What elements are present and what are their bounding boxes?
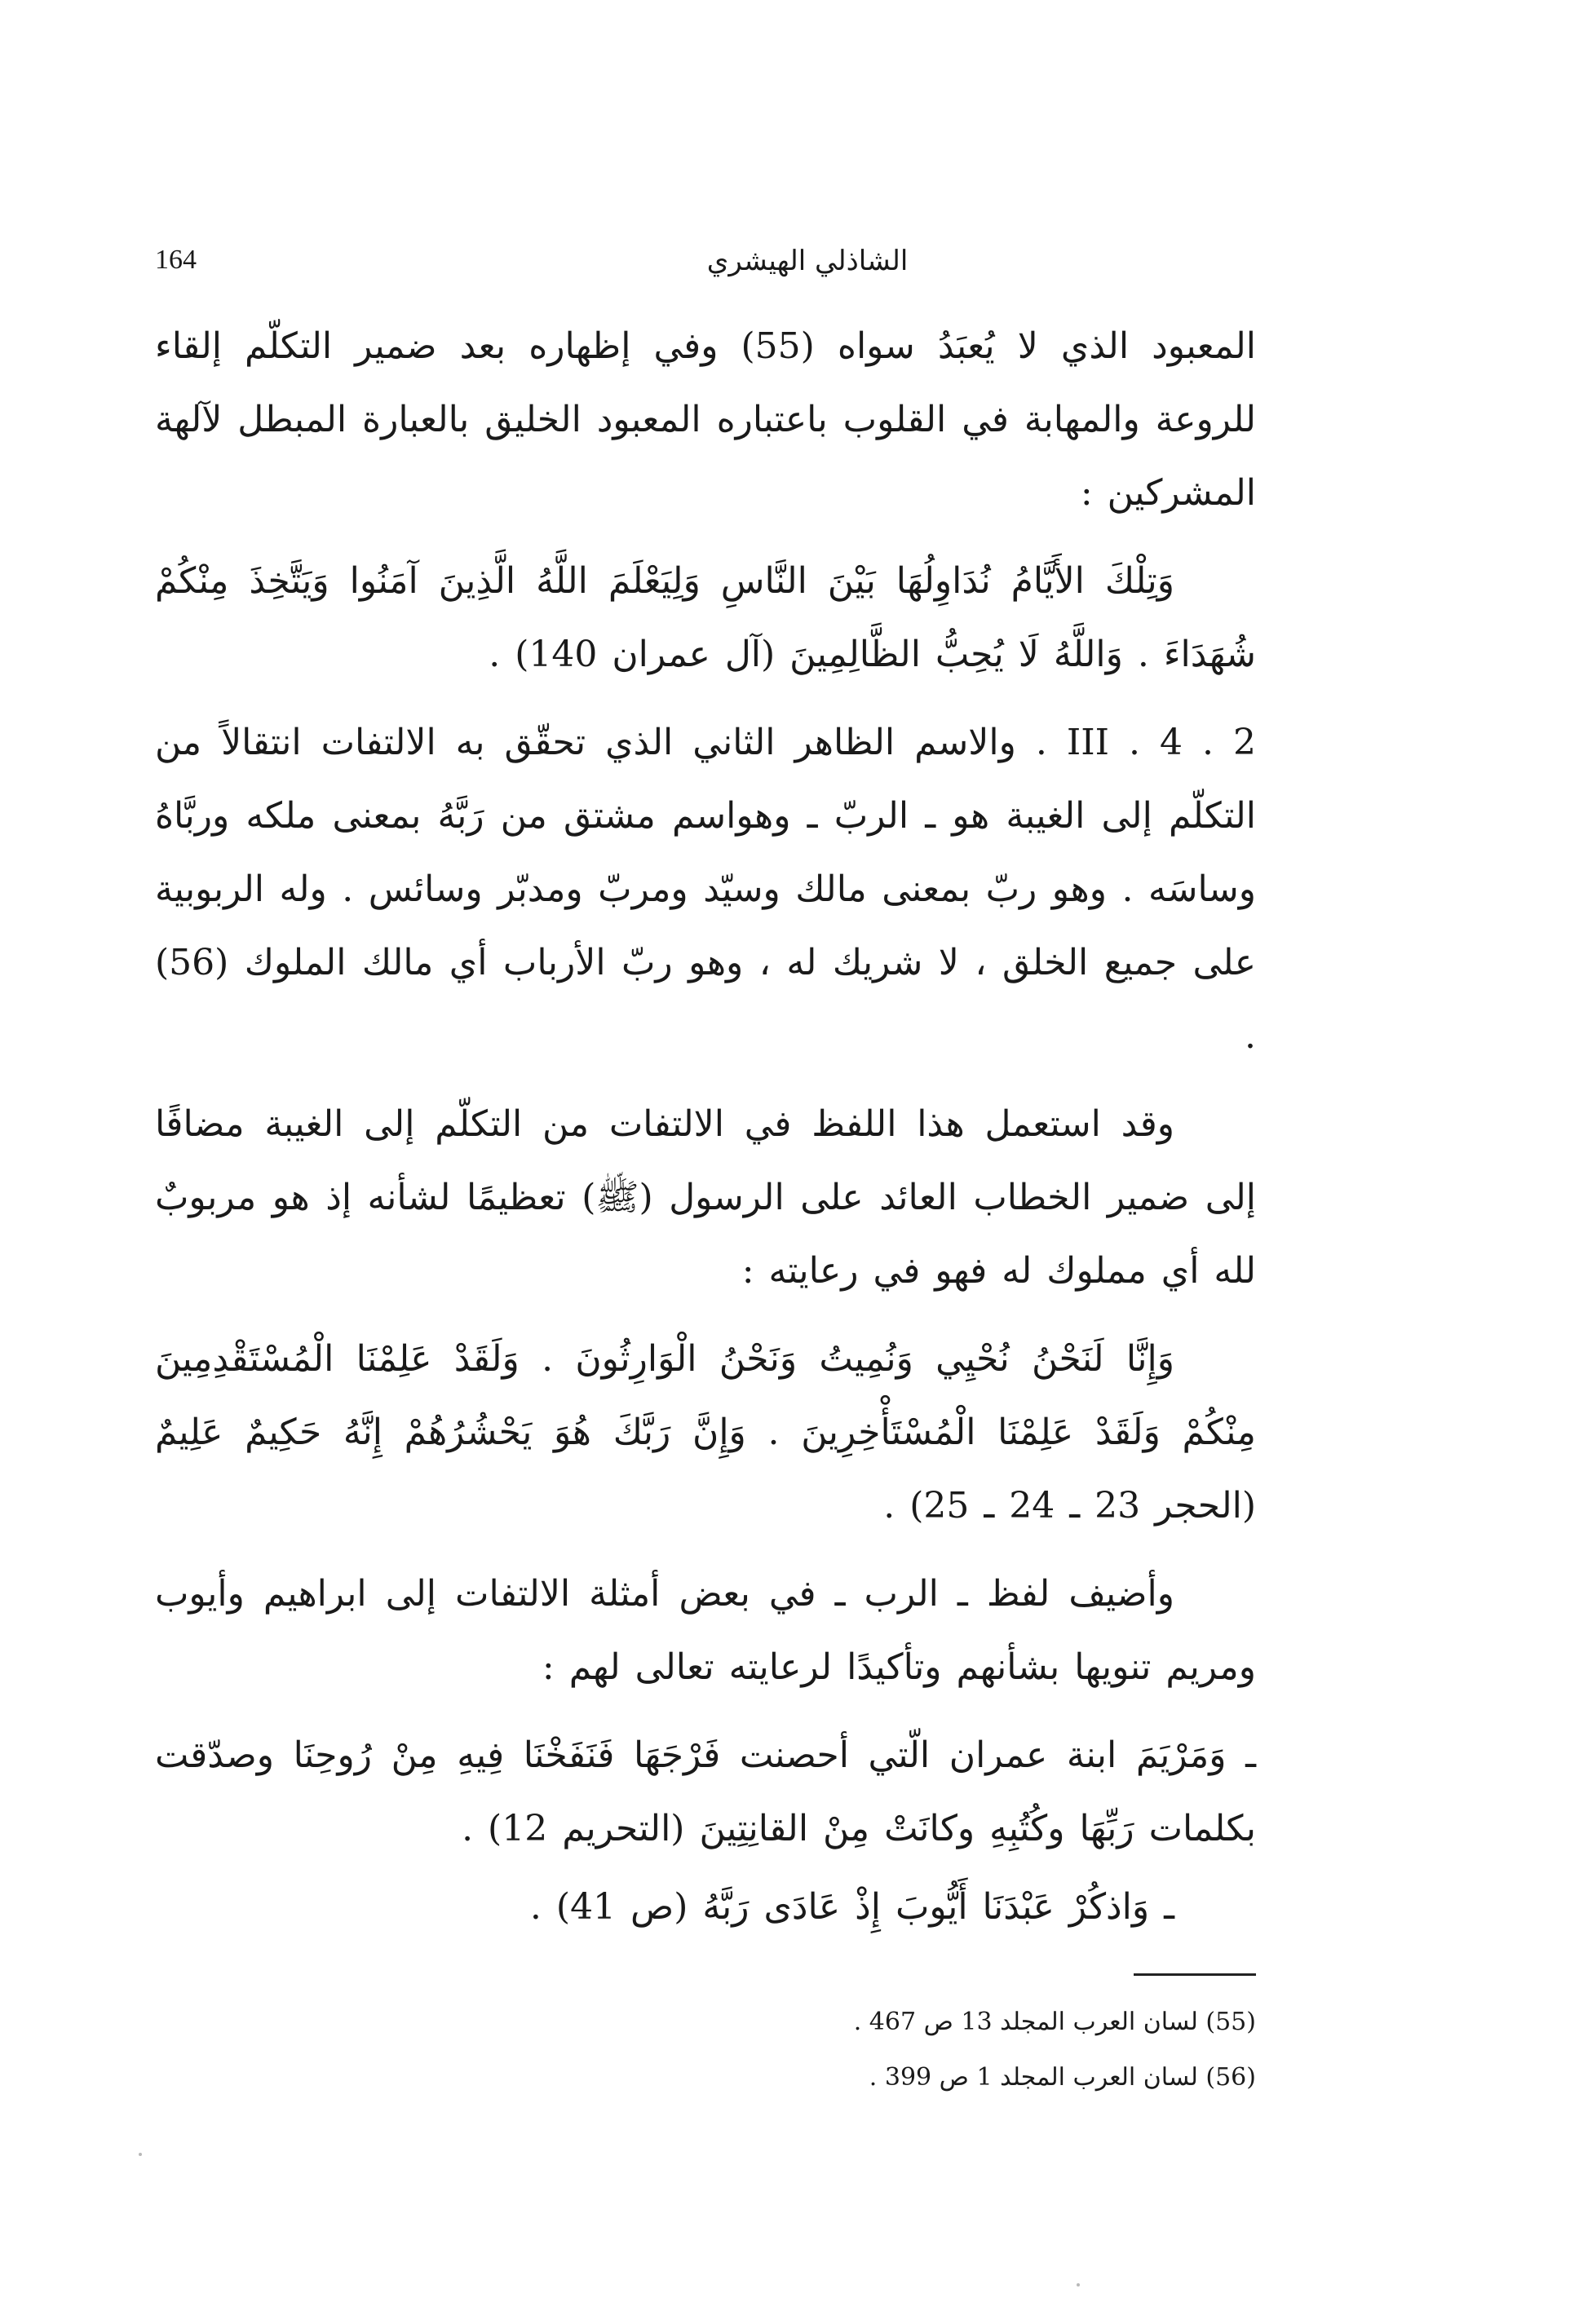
quran-quote-al-imran: وَتِلْكَ الأَيَّامُ نُدَاوِلُهَا بَيْنَ النَّاسِ وَلِيَعْلَمَ اللَّهُ الَّذِينَ آمَنُوا وَيَتَّخِذَ مِنْكُمْ شُهَدَاءَ . وَاللَّهُ لَا يُحِبُّ الظَّالِمِينَ (آل عمران 140) . xyxy=(155,560,1256,675)
verse-list xyxy=(155,1719,1256,1944)
scan-speck xyxy=(1077,2283,1080,2286)
footnote-55: (55) لسان العرب المجلد 13 ص 467 . xyxy=(853,2008,1256,2036)
quran-quote-sad: ـ وَاذكُرْ عَبْدَنَا أَيُّوبَ إِذْ عَادَى رَبَّهُ (ص 41) . xyxy=(529,1886,1174,1928)
page-header xyxy=(155,245,1256,294)
scan-speck xyxy=(139,2153,142,2156)
footnotes xyxy=(155,1998,1256,2109)
footnote-56: (56) لسان العرب المجلد 1 ص 399 . xyxy=(869,2063,1256,2092)
paragraph-section-iii-4-2: III . 4 . 2 . والاسم الظاهر الثاني الذي تحقّق به الالتفات انتقالاً من التكلّم إلى الغيبة هو ـ الربّ ـ وهواسم مشتق من رَبَّهُ بمعنى ملكه وربَّاهُ وساسَه . وهو ربّ بمعنى مالك وسيّد ومربّ ومدبّر وسائس . وله الربوبية على جميع الخلق ، لا شريك له ، وهو ربّ الأرباب أي مالك الملوك (56) . xyxy=(155,722,1256,1057)
footnote-separator xyxy=(1134,1973,1256,1976)
quran-quote-al-hijr: وَإِنَّا لَنَحْنُ نُحْيِي وَنُمِيتُ وَنَحْنُ الْوَارِثُونَ . وَلَقَدْ عَلِمْنَا الْمُسْتَقْدِمِينَ مِنْكُمْ وَلَقَدْ عَلِمْنَا الْمُسْتَأْخِرِينَ . وَإِنَّ رَبَّكَ هُوَ يَحْشُرُهُمْ إِنَّهُ حَكِيمٌ عَلِيمٌ (الحجر 23 ـ 24 ـ 25) . xyxy=(155,1338,1256,1527)
paragraph-usage: وقد استعمل هذا اللفظ في الالتفات من التكلّم إلى الغيبة مضافًا إلى ضمير الخطاب العائد على الرسول (ﷺ) تعظيمًا لشأنه إذ هو مربوبٌ لله أي مملوك له فهو في رعايته : xyxy=(155,1103,1256,1292)
paragraph-examples: وأضيف لفظ ـ الرب ـ في بعض أمثلة الالتفات إلى ابراهيم وأيوب ومريم تنويها بشأنهم وتأكيدًا لرعايته تعالى لهم : xyxy=(155,1573,1256,1688)
quran-quote-tahrim: ـ وَمَرْيَمَ ابنة عمران الّتي أحصنت فَرْجَهَا فَنَفَخْنَا فِيهِ مِنْ رُوحِنَا وصدّقت بكلمات رَبِّهَا وكُتُبِهِ وكانَتْ مِنْ القانِتِينَ (التحريم 12) . xyxy=(155,1734,1256,1849)
paragraph-intro: المعبود الذي لا يُعبَدُ سواه (55) وفي إظهاره بعد ضمير التكلّم إلقاء للروعة والمهابة في القلوب باعتباره المعبود الخليق بالعبارة المبطل لآلهة المشركين : xyxy=(155,325,1257,514)
main-text xyxy=(155,310,1256,1949)
running-head: الشاذلي الهيشري xyxy=(706,245,909,277)
page-number: 164 xyxy=(155,245,197,275)
